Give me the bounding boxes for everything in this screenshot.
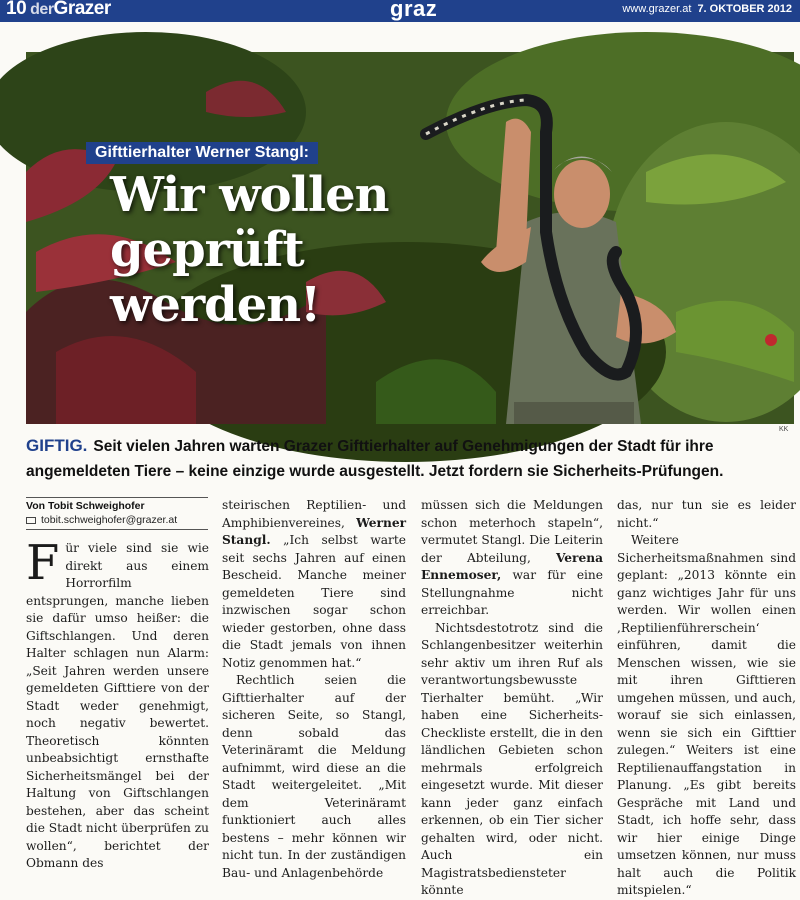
paragraph — [222, 497, 406, 672]
section-label: graz — [390, 0, 438, 21]
paragraph: Nichtsdestotrotz sind die Schlangenbesitzer weiterhin sehr aktiv um ihren Ruf als verantwortungsbewusste Tierhalter bemüht. „Wir haben eine Sicherheits-Checkliste erstellt, die in den ländlichen Gebieten schon mehrmals erfolgreich eingesetzt wurde. Mit dieser kann jeder ganz einfach erkennen, ob ein Tier sicher gehalten wird, oder nicht. Auch ein Magistratsbediensteter könnte — [421, 620, 603, 897]
photo-credit: KK — [779, 426, 789, 433]
paragraph — [421, 497, 603, 620]
person-name: Werner Stangl. — [222, 515, 406, 547]
headline-line: werden! — [110, 277, 321, 333]
body-column-3 — [421, 497, 603, 900]
body-column-2 — [222, 497, 406, 882]
lead-tag: GIFTIG. — [26, 436, 88, 455]
paragraph-text: müssen sich die Meldungen schon meterhoch stapeln“, vermutet Stangl. Die Leiterin der Abteilung, — [421, 498, 603, 565]
article-photo — [26, 52, 794, 424]
author-email-row[interactable] — [26, 514, 208, 530]
column-1-text: ür viele sind sie wie direkt aus einem Horrorfilm entsprungen, manche lieben sie dafür umso heißer: die Giftschlangen. Und deren Halter schlagen nun Alarm: „Seit Jahren werden unsere gemeldeten Gifttiere von der Stadt weder genehmigt, noch negativ bewertet. Theoretisch könnten unbeabsichtigt ernsthafte Sicherheitsmängel bei der Haltung von Giftschlangen bestehen, aber das scheint die Stadt nicht überprüfen zu wollen“, berichtet der Obmann des — [26, 541, 209, 870]
page-number-and-masthead — [6, 0, 111, 20]
lead-text: Seit vielen Jahren warten Grazer Gifttierhalter auf Genehmigungen der Stadt für ihre angemeldeten Tiere – keine einzige wurde ausgestellt. Jetzt fordern sie Sicherheits-Prüfungen. — [26, 438, 724, 480]
masthead-name: Grazer — [53, 0, 111, 19]
paragraph-text: steirischen Reptilien- und Amphibienvereines, — [222, 498, 406, 530]
body-column-4 — [617, 497, 796, 900]
drop-cap: F — [26, 535, 60, 591]
paragraph-text: war für eine Stellungnahme nicht erreichbar. — [421, 568, 603, 617]
person-name: Verena Ennemoser, — [421, 550, 603, 582]
paragraph-text: „Ich selbst warte seit sechs Jahren auf einen Bescheid. Manche meiner gemeldeten Tiere sind inzwischen sogar schon wieder gestorben, ohne dass die Stadt jemals von ihnen Notiz genommen hat.“ — [222, 533, 406, 670]
issue-date: 7. OKTOBER 2012 — [697, 3, 792, 15]
body-column-1 — [26, 535, 209, 873]
header-meta — [622, 3, 792, 15]
article-lead — [26, 433, 796, 484]
paragraph: Rechtlich seien die Gifttierhalter auf der sicheren Seite, so Stangl, denn sobald das Veterinäramt die Meldung aufnimmt, wird diese an die Stadt weitergeleitet. „Mit dem Veterinäramt funktioniert auch alles bestens – mehr können wir nicht tun. In der zuständigen Bau- und Anlagenbehörde — [222, 673, 406, 880]
page-number: 10 — [6, 0, 27, 19]
masthead-prefix: der — [30, 1, 54, 18]
page-header — [0, 0, 800, 22]
headline-line: geprüft — [110, 222, 304, 278]
paragraph: das, nur tun sie es leider nicht.“ — [617, 498, 796, 530]
author-box — [26, 497, 208, 530]
article-headline — [110, 168, 389, 333]
envelope-icon — [26, 517, 36, 524]
paragraph: Weitere Sicherheitsmaßnahmen sind geplant: „2013 könnte ein ganz wichtiges Jahr für uns werden. Wir wollen einen ,Reptilienführerschein‘ einführen, damit die Menschen wissen, wie sie mit ihren Gifttieren umgehen müssen, und auch, worauf sie sich einlassen, wenn sie sich ein Gifttier zulegen.“ Weiters ist eine Reptilienauffangstation in Planung. „Es gibt bereits Gespräche mit Land und Stadt, ich hoffe sehr, dass wir hier einige Dinge umsetzen können, nur muss halt auch die Politik mitspielen.“ — [617, 533, 796, 897]
article-kicker: Gifttierhalter Werner Stangl: — [86, 142, 318, 164]
author-byline: Von Tobit Schweighofer — [26, 500, 145, 512]
author-email[interactable]: tobit.schweighofer@grazer.at — [41, 514, 178, 526]
website-url[interactable]: www.grazer.at — [622, 3, 692, 15]
headline-line: Wir wollen — [110, 167, 389, 223]
author-divider — [26, 497, 208, 498]
